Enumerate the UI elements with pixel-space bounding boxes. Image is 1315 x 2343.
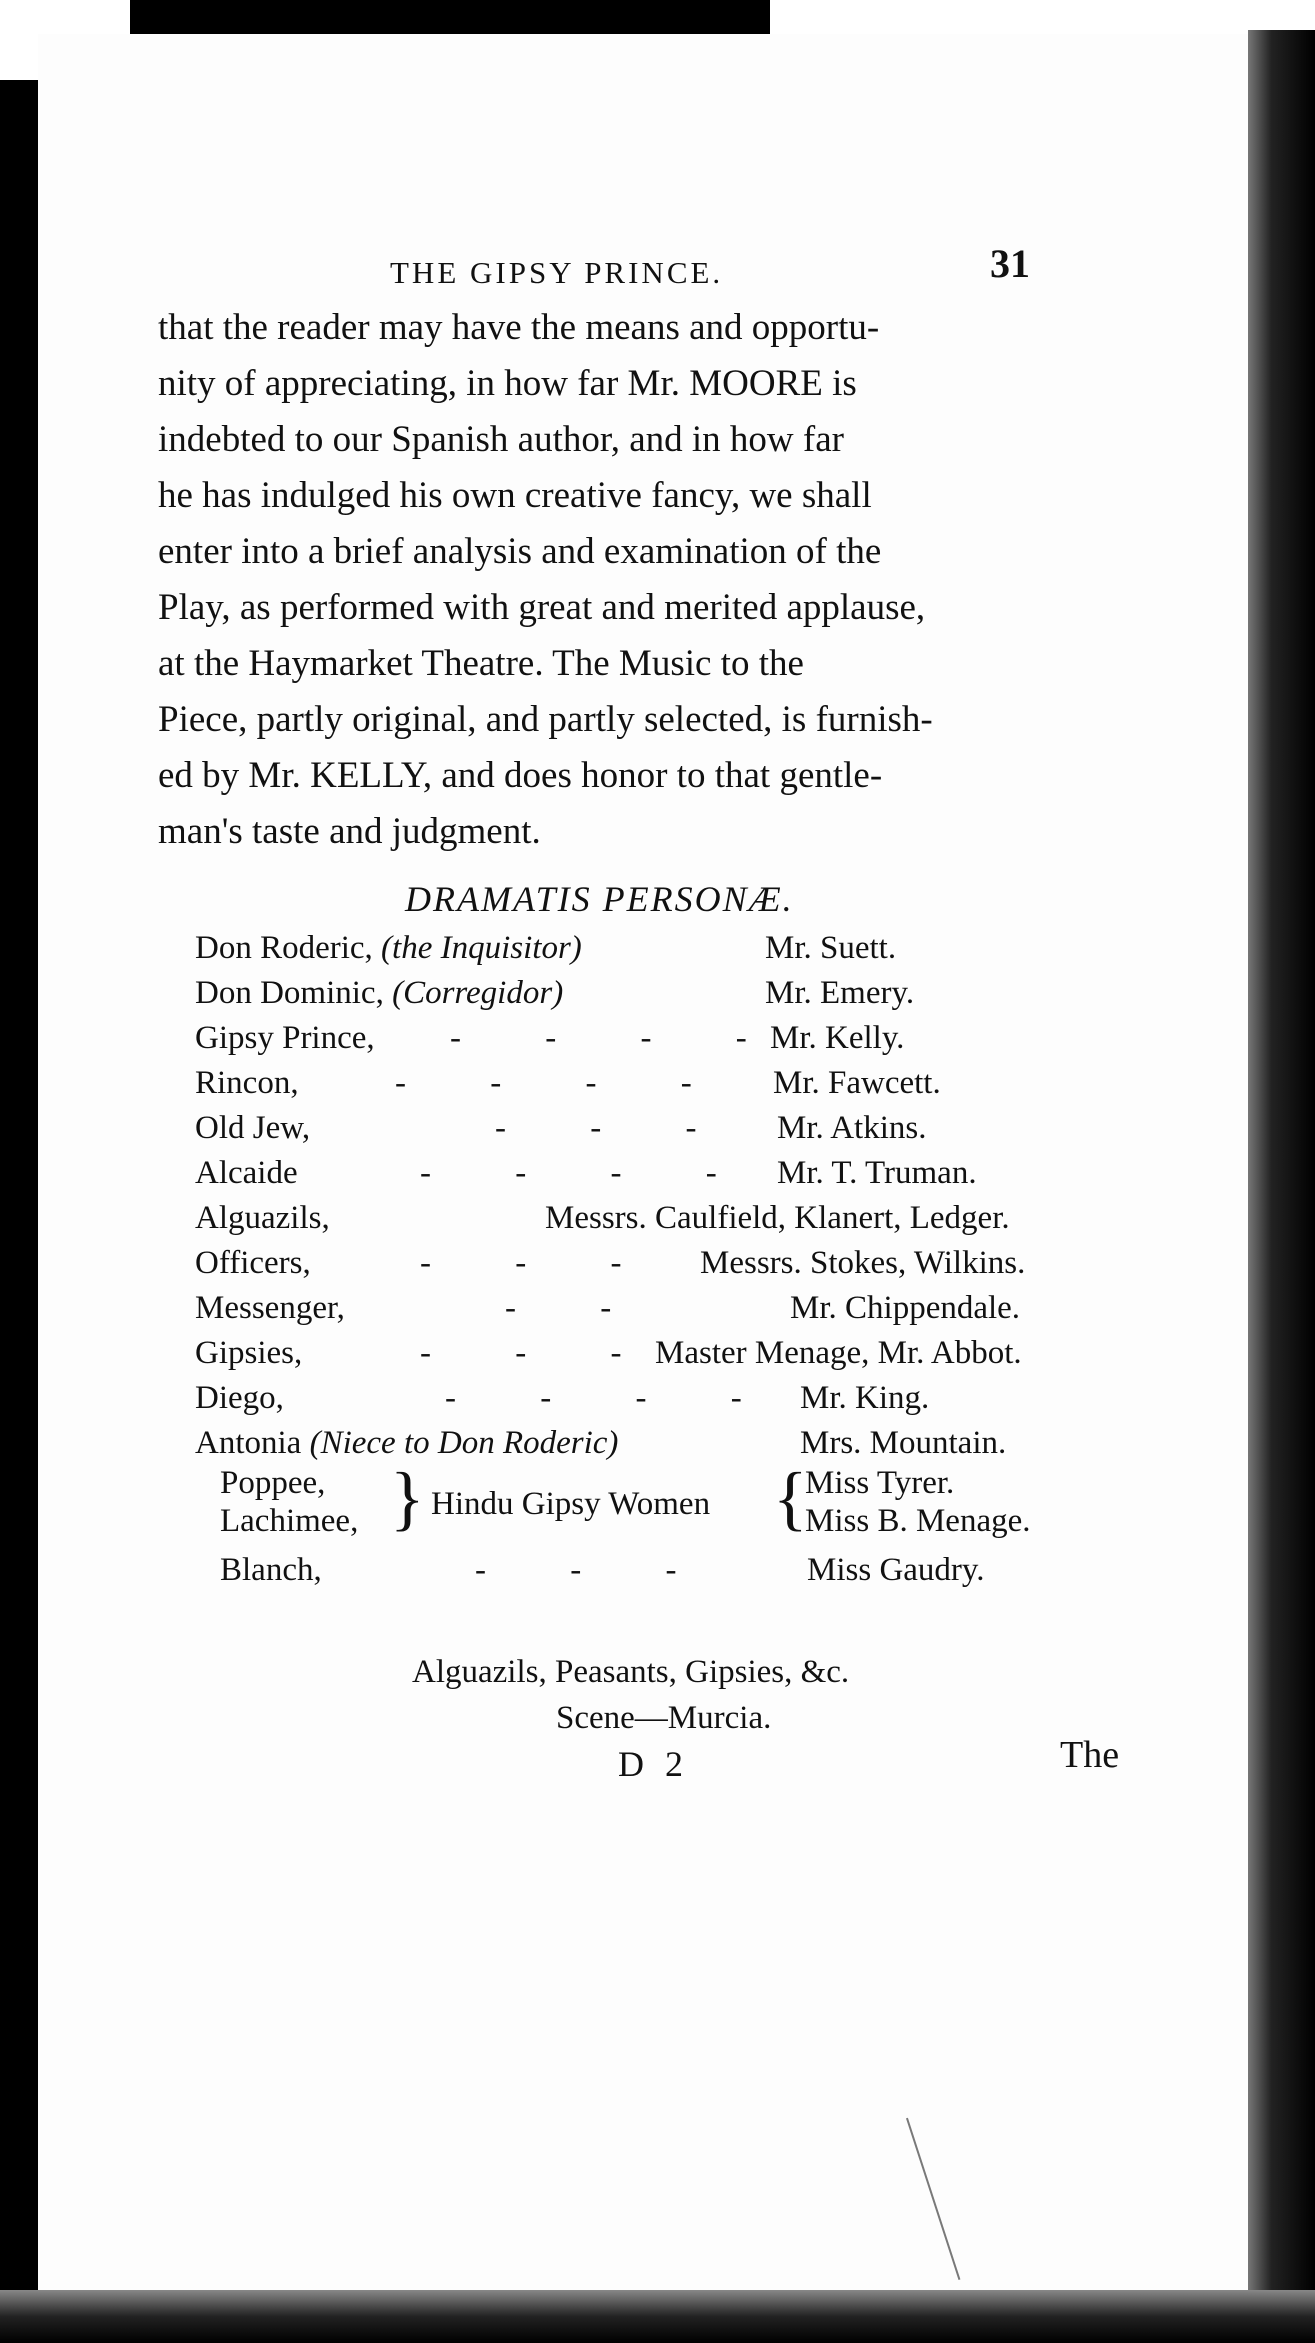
cast-role: Lachimee,: [220, 1503, 359, 1539]
cast-note: (the Inquisitor): [381, 930, 582, 966]
cast-role: Antonia (Niece to Don Roderic): [195, 1425, 619, 1461]
dramatis-personae-title: DRAMATIS PERSONÆ.: [405, 879, 794, 919]
group-label: Hindu Gipsy Women: [431, 1486, 711, 1522]
cast-actor: Mr. King.: [800, 1380, 930, 1416]
cast-dashes: - - -: [475, 1552, 715, 1588]
cast-actor: Miss Gaudry.: [807, 1552, 985, 1588]
scan-edge-top: [130, 0, 770, 34]
cast-role: Gipsy Prince,: [195, 1020, 375, 1056]
cast-role: Messenger,: [195, 1290, 345, 1326]
body-line: at the Haymarket Theatre. The Music to the: [158, 643, 804, 684]
extras-line: Alguazils, Peasants, Gipsies, &c.: [412, 1654, 850, 1690]
cast-actor: Miss Tyrer.: [805, 1465, 955, 1501]
cast-role: Rincon,: [195, 1065, 299, 1101]
cast-row: [195, 1239, 1125, 1284]
cast-role: Officers,: [195, 1245, 311, 1281]
cast-note: (Niece to Don Roderic): [309, 1425, 619, 1461]
cast-role: Poppee,: [220, 1465, 326, 1501]
body-line: man's taste and judgment.: [158, 811, 541, 852]
cast-row: [195, 1014, 1125, 1059]
group-actors: [805, 1464, 1031, 1540]
cast-actor: Miss B. Menage.: [805, 1503, 1031, 1539]
cast-dashes: - - - -: [445, 1380, 780, 1416]
cast-dashes: - - - -: [395, 1065, 730, 1101]
cast-row: [195, 1284, 1125, 1329]
cast-row: [195, 1104, 1125, 1149]
cast-row: [195, 1419, 1125, 1464]
body-line: enter into a brief analysis and examination of the: [158, 531, 882, 572]
cast-actor: Mr. Suett.: [765, 930, 897, 966]
scene-line: Scene—Murcia.: [556, 1700, 772, 1736]
left-brace: {: [773, 1458, 808, 1538]
cast-role: Gipsies,: [195, 1335, 303, 1371]
cast-dashes: - - -: [420, 1245, 660, 1281]
cast-actor: Messrs. Stokes, Wilkins.: [700, 1245, 1026, 1281]
cast-actor: Mr. T. Truman.: [777, 1155, 977, 1191]
body-line: nity of appreciating, in how far Mr. MOORE is: [158, 363, 857, 404]
running-title: THE GIPSY PRINCE.: [390, 255, 724, 290]
cast-row: [195, 1329, 1125, 1374]
cast-actor: Mr. Atkins.: [777, 1110, 927, 1146]
body-line: Piece, partly original, and partly selected, is furnish-: [158, 699, 933, 740]
cast-row: [195, 969, 1125, 1014]
catchword: The: [1060, 1734, 1120, 1776]
body-line: Play, as performed with great and merited applause,: [158, 587, 926, 628]
body-line: that the reader may have the means and opportu-: [158, 307, 880, 348]
cast-actor: Messrs. Caulfield, Klanert, Ledger.: [545, 1200, 1010, 1236]
cast-role: Alcaide: [195, 1155, 298, 1191]
scan-edge-right: [1248, 30, 1315, 2343]
cast-role: Don Roderic, (the Inquisitor): [195, 930, 582, 966]
cast-list: [195, 924, 1125, 1591]
cast-role: Diego,: [195, 1380, 284, 1416]
signature-mark: D 2: [618, 1744, 689, 1784]
cast-role: Alguazils,: [195, 1200, 330, 1236]
cast-actor: Master Menage, Mr. Abbot.: [655, 1335, 1022, 1371]
scan-edge-left: [0, 80, 38, 2343]
cast-row: [195, 1546, 1125, 1591]
cast-dashes: - - - -: [450, 1020, 785, 1056]
cast-row: [195, 1149, 1125, 1194]
cast-dashes: - - -: [420, 1335, 660, 1371]
right-brace: }: [390, 1458, 425, 1538]
cast-actor: Mr. Emery.: [765, 975, 915, 1011]
cast-role: Don Dominic, (Corregidor): [195, 975, 564, 1011]
page-number: 31: [990, 241, 1030, 286]
cast-actor: Mr. Chippendale.: [790, 1290, 1021, 1326]
cast-row: [195, 1194, 1125, 1239]
group-role-names: [220, 1464, 358, 1540]
body-line: he has indulged his own creative fancy, we shall: [158, 475, 872, 516]
body-line: ed by Mr. KELLY, and does honor to that gentle-: [158, 755, 883, 796]
intro-paragraph: [158, 300, 1078, 860]
cast-role: Blanch,: [220, 1552, 322, 1588]
cast-group-row: [195, 1458, 1125, 1546]
cast-row: [195, 1059, 1125, 1104]
cast-actor: Mr. Fawcett.: [773, 1065, 941, 1101]
cast-note: (Corregidor): [392, 975, 564, 1011]
cast-actor: Mr. Kelly.: [770, 1020, 905, 1056]
body-line: indebted to our Spanish author, and in how far: [158, 419, 844, 460]
cast-row: [195, 1374, 1125, 1419]
scan-edge-bottom: [0, 2290, 1315, 2343]
cast-row: [195, 924, 1125, 969]
cast-role: Old Jew,: [195, 1110, 311, 1146]
cast-dashes: - -: [505, 1290, 650, 1326]
cast-dashes: - - - -: [420, 1155, 755, 1191]
cast-actor: Mrs. Mountain.: [800, 1425, 1007, 1461]
cast-dashes: - - -: [495, 1110, 735, 1146]
